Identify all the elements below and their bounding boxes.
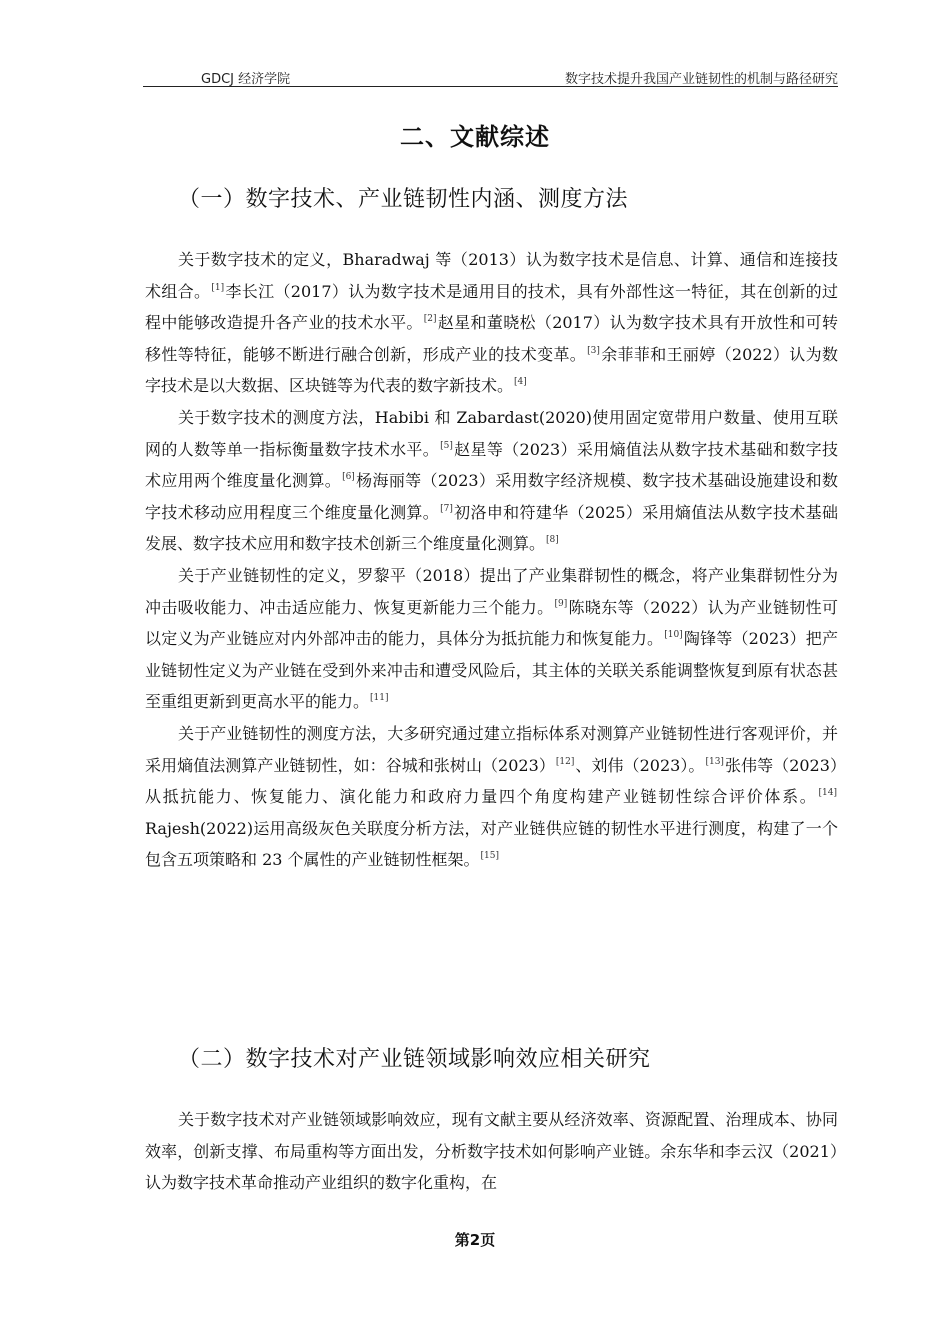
header-divider [143, 86, 838, 87]
paragraph-resilience-measurement [145, 718, 838, 876]
text-run: 初洛申和符建华（2025）采用熵值法从数字技术基础发展、数字技术应用和数字技术创新三个维度量化测算。 [145, 502, 838, 554]
running-header [143, 66, 838, 88]
citation: [7] [440, 503, 453, 514]
paragraph-impact-effects: 关于数字技术对产业链领域影响效应，现有文献主要从经济效率、资源配置、治理成本、协同效率，创新支撑、布局重构等方面出发，分析数字技术如何影响产业链。余东华和李云汉（2021）认为数字技术革命推动产业组织的数字化重构，在 [145, 1110, 838, 1193]
text-run: 余菲菲和王丽婷（2022）认为数字技术是以大数据、区块链等为代表的数字新技术。 [145, 344, 838, 396]
section-title: 二、文献综述 [400, 123, 550, 151]
citation: [5] [440, 440, 453, 451]
text-run: 陈晓东等（2022）认为产业链韧性可以定义为产业链应对内外部冲击的能力，具体分为抵抗能力和恢复能力。 [145, 597, 838, 649]
citation: [3] [587, 345, 600, 356]
citation: [13] [705, 756, 724, 767]
text-run: 关于产业链韧性的测度方法，大多研究通过建立指标体系对测算产业链韧性进行客观评价，并采用熵值法测算产业链韧性，如：谷城和张树山（2023） [145, 723, 838, 775]
text-run: 张伟等（2023）从抵抗能力、恢复能力、演化能力和政府力量四个角度构建产业链韧性综合评价体系。 [145, 755, 838, 807]
paragraph-digital-tech-definition [145, 244, 838, 402]
citation: [15] [480, 851, 500, 862]
text-run: 关于产业链韧性的定义，罗黎平（2018）提出了产业集群韧性的概念，将产业集群韧性分为冲击吸收能力、冲击适应能力、恢复更新能力三个能力。 [145, 565, 838, 617]
citation: [14] [818, 788, 837, 799]
subsection-title-1: （一）数字技术、产业链韧性内涵、测度方法 [178, 187, 629, 212]
citation: [9] [554, 598, 568, 609]
paragraph-resilience-definition [145, 560, 838, 718]
text-run: 李长江（2017）认为数字技术是通用目的技术，具有外部性这一特征，其在创新的过程中能够改造提升各产业的技术水平。 [145, 281, 838, 333]
citation: [1] [211, 282, 225, 293]
citation: [11] [370, 693, 389, 704]
paragraph-digital-tech-measurement [145, 402, 838, 560]
text-run: 关于数字技术的定义，Bharadwaj 等（2013）认为数字技术是信息、计算、通信和连接技术组合。 [145, 250, 838, 301]
subsection-1-body [145, 244, 838, 876]
subsection-2-body [145, 1104, 838, 1199]
text-run: Rajesh(2022)运用高级灰色关联度分析方法，对产业链供应链的韧性水平进行测度，构建了一个包含五项策略和 23 个属性的产业链韧性框架。 [145, 818, 838, 870]
citation: [6] [342, 472, 355, 483]
page-number: 第2页 [454, 1231, 496, 1249]
citation: [10] [664, 630, 683, 641]
text-run: 杨海丽等（2023）采用数字经济规模、数字技术基础设施建设和数字技术移动应用程度三个维度量化测算。 [145, 471, 838, 522]
text-run: 、刘伟（2023）。 [575, 755, 705, 775]
citation: [12] [555, 756, 575, 767]
text-run: 赵星和董晓松（2017）认为数字技术具有开放性和可转移性等特征，能够不断进行融合创新，形成产业的技术变革。 [145, 313, 838, 364]
header-school-name: GDCJ 经济学院 [201, 72, 291, 87]
citation: [2] [423, 314, 437, 325]
citation: [8] [546, 535, 559, 546]
text-run: 关于数字技术的测度方法，Habibi 和 Zabardast(2020)使用固定宽带用户数量、使用互联网的人数等单一指标衡量数字技术水平。 [145, 407, 838, 459]
text-run: 陶锋等（2023）把产业链韧性定义为产业链在受到外来冲击和遭受风险后，其主体的关联关系能调整恢复到原有状态甚至重组更新到更高水平的能力。 [145, 629, 838, 712]
citation: [4] [514, 377, 527, 388]
text-run: 赵星等（2023）采用熵值法从数字技术基础和数字技术应用两个维度量化测算。 [145, 439, 838, 491]
header-paper-title: 数字技术提升我国产业链韧性的机制与路径研究 [564, 72, 838, 87]
subsection-title-2: （二）数字技术对产业链领域影响效应相关研究 [178, 1047, 651, 1072]
